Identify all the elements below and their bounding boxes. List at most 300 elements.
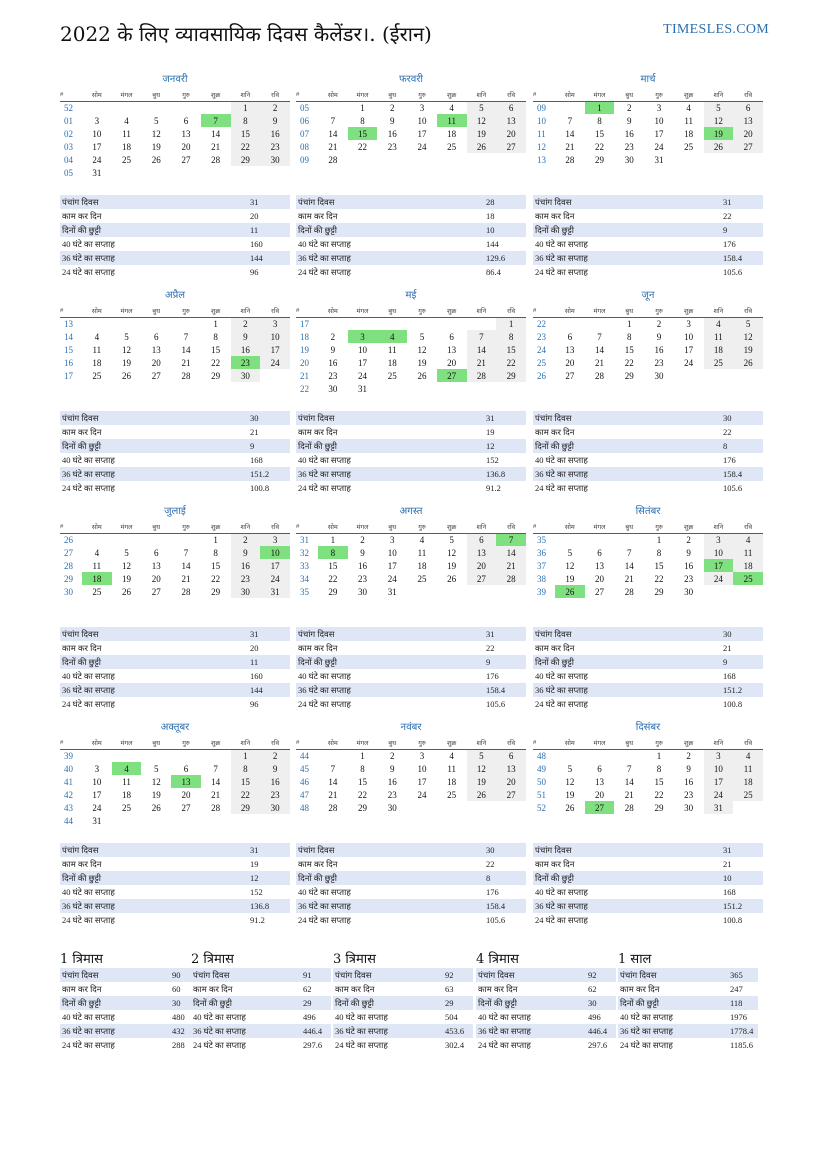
- day-cell: 11: [387, 344, 397, 355]
- day-cell: 2: [390, 102, 395, 113]
- day-cell: 10: [260, 330, 290, 343]
- day-cell: 21: [565, 141, 575, 152]
- stat-label: दिनों की छुट्टी: [335, 998, 374, 1008]
- day-cell: [171, 317, 201, 330]
- stat-row: [533, 871, 763, 885]
- month-table: [533, 520, 763, 598]
- day-cell: 11: [684, 115, 693, 126]
- day-cell: 7: [183, 547, 189, 558]
- week-row: [60, 801, 290, 814]
- stat-label: 24 घंटे का सप्ताह: [298, 483, 351, 493]
- stat-value: 9: [250, 441, 255, 451]
- day-cell: 13: [595, 776, 605, 787]
- day-cell: 29: [654, 802, 664, 813]
- day-cell: 10: [654, 115, 664, 126]
- weekday-label: मंगल: [348, 736, 378, 749]
- stat-row: [60, 251, 290, 265]
- day-cell: 20: [595, 789, 605, 800]
- stat-value: 160: [250, 671, 263, 681]
- day-cell: 3: [419, 750, 425, 761]
- week-row: [533, 153, 763, 166]
- weekday-header: [60, 304, 290, 317]
- weekday-label: गुरु: [644, 736, 674, 749]
- week-number: 26: [537, 370, 546, 381]
- stat-row: [60, 871, 290, 885]
- week-number: 30: [64, 586, 73, 597]
- stat-label: काम कर दिन: [298, 643, 338, 653]
- week-row: [60, 127, 290, 140]
- day-cell: 29: [496, 369, 526, 382]
- day-cell: 21: [211, 789, 221, 800]
- stat-label: काम कर दिन: [535, 211, 575, 221]
- month-name: मई: [405, 290, 417, 301]
- holiday-day: 27: [437, 369, 467, 382]
- stat-label: 24 घंटे का सप्ताह: [535, 483, 588, 493]
- day-cell: 5: [567, 763, 573, 774]
- stat-row: [191, 982, 331, 996]
- day-cell: 31: [358, 383, 368, 394]
- day-cell: [437, 801, 467, 814]
- weekday-label: #: [296, 304, 318, 317]
- day-cell: [82, 317, 112, 330]
- day-cell: 10: [358, 344, 368, 355]
- stat-row: [533, 885, 763, 899]
- day-cell: 24: [92, 802, 102, 813]
- day-cell: [496, 585, 526, 598]
- stat-row: [476, 1038, 616, 1052]
- month-stats: [60, 195, 290, 279]
- month-table: [533, 736, 763, 814]
- day-cell: 14: [181, 560, 191, 571]
- week-number: 14: [64, 331, 73, 342]
- month-block: [60, 72, 290, 179]
- day-cell: 26: [467, 788, 497, 801]
- stat-value: 12: [250, 873, 259, 883]
- stat-row: [60, 669, 290, 683]
- day-cell: 30: [328, 383, 338, 394]
- month-table: [60, 304, 290, 382]
- stat-row: [533, 913, 763, 927]
- stat-value: 91: [303, 970, 312, 980]
- stat-row: [333, 1038, 473, 1052]
- day-cell: 2: [360, 534, 365, 545]
- day-cell: 18: [733, 559, 763, 572]
- stat-label: 24 घंटे का सप्ताह: [62, 915, 115, 925]
- stat-row: [60, 982, 200, 996]
- week-row: [296, 317, 526, 330]
- week-row: [296, 153, 526, 166]
- week-row: [296, 382, 526, 395]
- stat-value: 176: [723, 455, 736, 465]
- day-cell: 9: [231, 546, 261, 559]
- week-number: 03: [64, 141, 73, 152]
- day-cell: [141, 317, 171, 330]
- day-cell: 10: [417, 763, 427, 774]
- day-cell: 2: [231, 533, 261, 546]
- day-cell: 4: [686, 102, 691, 113]
- stat-row: [533, 411, 763, 425]
- day-cell: 15: [231, 775, 261, 788]
- stat-value: 62: [588, 984, 597, 994]
- weekday-header: [296, 520, 526, 533]
- day-cell: 20: [565, 357, 575, 368]
- day-cell: 22: [654, 573, 664, 584]
- day-cell: 10: [387, 547, 397, 558]
- day-cell: 23: [231, 572, 261, 585]
- day-cell: 11: [447, 763, 456, 774]
- weekday-label: सोम: [318, 304, 348, 317]
- weekday-label: रवि: [496, 88, 526, 101]
- day-cell: [112, 533, 142, 546]
- stat-value: 158.4: [486, 901, 506, 911]
- day-cell: 22: [231, 788, 261, 801]
- day-cell: 25: [447, 789, 457, 800]
- stat-label: 36 घंटे का सप्ताह: [298, 253, 351, 263]
- stat-row: [533, 669, 763, 683]
- day-cell: 9: [686, 763, 691, 774]
- stat-row: [296, 899, 526, 913]
- week-row: [296, 749, 526, 762]
- day-cell: 19: [151, 141, 161, 152]
- stat-row: [533, 425, 763, 439]
- weekday-label: #: [60, 88, 82, 101]
- stat-label: पंचांग दिवस: [62, 197, 99, 207]
- month-stats: [60, 411, 290, 495]
- stat-value: 86.4: [486, 267, 501, 277]
- day-cell: 5: [449, 534, 454, 545]
- day-cell: 10: [92, 128, 102, 139]
- month-name: अक्तूबर: [160, 722, 190, 733]
- day-cell: 30: [684, 586, 694, 597]
- stat-row: [296, 265, 526, 279]
- stat-row: [60, 968, 200, 982]
- stat-value: 92: [588, 970, 597, 980]
- stat-row: [618, 1010, 758, 1024]
- stat-value: 144: [250, 253, 263, 263]
- weekday-label: सोम: [82, 304, 112, 317]
- week-row: [533, 775, 763, 788]
- month-block: [533, 72, 763, 166]
- stat-value: 31: [486, 629, 495, 639]
- day-cell: 18: [447, 776, 457, 787]
- stat-label: 36 घंटे का सप्ताह: [62, 901, 115, 911]
- stat-row: [533, 655, 763, 669]
- month-stats: [533, 411, 763, 495]
- day-cell: 4: [733, 749, 763, 762]
- stat-row: [296, 209, 526, 223]
- stat-value: 18: [486, 211, 495, 221]
- stat-row: [533, 627, 763, 641]
- stat-label: 24 घंटे का सप्ताह: [298, 699, 351, 709]
- day-cell: 2: [330, 331, 336, 342]
- stat-value: 91.2: [250, 915, 265, 925]
- month-name: जून: [641, 290, 655, 301]
- day-cell: 10: [684, 331, 694, 342]
- weekday-label: बुध: [377, 88, 407, 101]
- stat-row: [296, 669, 526, 683]
- day-cell: [141, 814, 171, 827]
- week-row: [60, 762, 290, 775]
- day-cell: 8: [360, 763, 365, 774]
- stat-label: दिनों की छुट्टी: [62, 441, 101, 451]
- stat-label: पंचांग दिवस: [193, 970, 230, 980]
- day-cell: 18: [92, 357, 102, 368]
- weekday-label: बुध: [377, 304, 407, 317]
- stat-value: 297.6: [303, 1040, 323, 1050]
- month-block: [296, 504, 526, 598]
- stat-row: [296, 913, 526, 927]
- day-cell: 17: [92, 789, 102, 800]
- week-row: [60, 533, 290, 546]
- stat-row: [60, 1038, 200, 1052]
- day-cell: 24: [260, 356, 290, 369]
- day-cell: 22: [231, 140, 261, 153]
- stat-value: 92: [445, 970, 454, 980]
- stat-label: 36 घंटे का सप्ताह: [478, 1026, 531, 1036]
- day-cell: 3: [260, 533, 290, 546]
- day-cell: [437, 382, 467, 395]
- day-cell: 24: [654, 141, 664, 152]
- month-table: [60, 736, 290, 827]
- day-cell: 3: [686, 318, 691, 329]
- day-cell: 31: [260, 585, 290, 598]
- stat-value: 21: [723, 643, 732, 653]
- weekday-label: सोम: [82, 88, 112, 101]
- day-cell: [496, 801, 526, 814]
- stat-label: काम कर दिन: [62, 859, 102, 869]
- day-cell: [467, 585, 497, 598]
- weekday-label: #: [60, 520, 82, 533]
- stat-label: पंचांग दिवस: [478, 970, 515, 980]
- month-block: [60, 288, 290, 382]
- weekday-label: बुध: [141, 88, 171, 101]
- month-block: [533, 720, 763, 814]
- stat-value: 31: [250, 197, 259, 207]
- day-cell: 8: [360, 115, 365, 126]
- week-number: 21: [300, 370, 309, 381]
- stat-row: [296, 843, 526, 857]
- stat-value: 20: [250, 211, 259, 221]
- stat-value: 19: [486, 427, 495, 437]
- day-cell: 14: [496, 546, 526, 559]
- week-row: [60, 101, 290, 114]
- stat-row: [618, 1038, 758, 1052]
- day-cell: 5: [567, 547, 573, 558]
- quarter-title: 4 त्रिमास: [476, 952, 519, 967]
- stat-row: [618, 996, 758, 1010]
- stat-value: 105.6: [486, 699, 506, 709]
- stat-label: दिनों की छुट्टी: [535, 657, 574, 667]
- day-cell: 1: [231, 101, 261, 114]
- day-cell: 22: [358, 789, 368, 800]
- stat-row: [296, 857, 526, 871]
- day-cell: 23: [387, 789, 397, 800]
- stat-row: [296, 627, 526, 641]
- day-cell: 16: [231, 559, 261, 572]
- month-table: [60, 88, 290, 179]
- day-cell: 11: [733, 546, 763, 559]
- stat-row: [618, 968, 758, 982]
- stat-row: [476, 1024, 616, 1038]
- stat-value: 247: [730, 984, 743, 994]
- week-number: 35: [300, 586, 309, 597]
- day-cell: [555, 533, 585, 546]
- day-cell: 23: [684, 789, 694, 800]
- stat-value: 152: [250, 887, 263, 897]
- weekday-label: शुक्र: [201, 88, 231, 101]
- stat-label: 36 घंटे का सप्ताह: [535, 685, 588, 695]
- stat-label: 40 घंटे का सप्ताह: [535, 239, 588, 249]
- day-cell: 17: [417, 776, 427, 787]
- day-cell: 24: [358, 370, 368, 381]
- stat-row: [296, 439, 526, 453]
- day-cell: 6: [183, 763, 189, 774]
- quarter-stats: [476, 968, 616, 1052]
- stat-label: काम कर दिन: [62, 984, 102, 994]
- day-cell: 27: [181, 802, 191, 813]
- holiday-day: 23: [231, 356, 261, 369]
- day-cell: 26: [122, 586, 132, 597]
- day-cell: 13: [151, 344, 161, 355]
- week-row: [296, 585, 526, 598]
- week-row: [533, 317, 763, 330]
- stat-row: [191, 968, 331, 982]
- stat-value: 60: [172, 984, 181, 994]
- day-cell: 24: [704, 572, 734, 585]
- stat-label: दिनों की छुट्टी: [62, 225, 101, 235]
- day-cell: 28: [496, 572, 526, 585]
- quarter-stats: [191, 968, 331, 1052]
- stat-label: 24 घंटे का सप्ताह: [298, 267, 351, 277]
- month-block: [60, 504, 290, 598]
- day-cell: 2: [260, 101, 290, 114]
- weekday-label: रवि: [260, 88, 290, 101]
- day-cell: 12: [447, 547, 457, 558]
- stat-row: [60, 1024, 200, 1038]
- day-cell: 15: [624, 344, 634, 355]
- weekday-label: बुध: [614, 304, 644, 317]
- week-number: 05: [300, 102, 309, 113]
- holiday-day: 17: [704, 559, 734, 572]
- day-cell: 30: [358, 586, 368, 597]
- stat-row: [60, 996, 200, 1010]
- week-row: [533, 356, 763, 369]
- stat-label: 24 घंटे का सप्ताह: [298, 915, 351, 925]
- stat-label: काम कर दिन: [478, 984, 518, 994]
- day-cell: 13: [181, 128, 191, 139]
- day-cell: [704, 585, 734, 598]
- week-row: [60, 572, 290, 585]
- day-cell: [407, 801, 437, 814]
- day-cell: [377, 317, 407, 330]
- weekday-label: गुरु: [407, 736, 437, 749]
- weekday-label: मंगल: [112, 520, 142, 533]
- week-number: 17: [64, 370, 73, 381]
- stat-row: [60, 481, 290, 495]
- weekday-label: सोम: [555, 304, 585, 317]
- stat-label: 24 घंटे का सप्ताह: [478, 1040, 531, 1050]
- day-cell: 26: [417, 370, 427, 381]
- stat-row: [296, 453, 526, 467]
- week-row: [60, 153, 290, 166]
- day-cell: 13: [496, 762, 526, 775]
- stat-label: काम कर दिन: [298, 427, 338, 437]
- day-cell: 29: [624, 370, 634, 381]
- stat-row: [333, 968, 473, 982]
- stat-value: 144: [250, 685, 263, 695]
- month-stats: [533, 843, 763, 927]
- week-row: [296, 788, 526, 801]
- day-cell: 30: [260, 801, 290, 814]
- week-number: 07: [300, 128, 309, 139]
- day-cell: 7: [567, 115, 573, 126]
- day-cell: 28: [624, 802, 634, 813]
- stat-value: 12: [486, 441, 495, 451]
- site-link[interactable]: TIMESLES.COM: [663, 22, 769, 37]
- stat-value: 446.4: [588, 1026, 608, 1036]
- stat-label: काम कर दिन: [535, 859, 575, 869]
- stat-row: [60, 899, 290, 913]
- stat-row: [333, 982, 473, 996]
- day-cell: [112, 166, 142, 179]
- weekday-label: मंगल: [112, 88, 142, 101]
- stat-label: 40 घंटे का सप्ताह: [62, 239, 115, 249]
- day-cell: 20: [151, 573, 161, 584]
- weekday-label: #: [60, 304, 82, 317]
- weekday-label: सोम: [318, 88, 348, 101]
- stat-row: [60, 913, 290, 927]
- weekday-header: [296, 88, 526, 101]
- day-cell: [733, 801, 763, 814]
- weekday-label: बुध: [141, 304, 171, 317]
- stat-row: [533, 223, 763, 237]
- stat-value: 151.2: [723, 901, 743, 911]
- stat-value: 91.2: [486, 483, 501, 493]
- day-cell: 11: [122, 128, 131, 139]
- stat-label: काम कर दिन: [535, 643, 575, 653]
- stat-value: 30: [172, 998, 181, 1008]
- day-cell: 28: [624, 586, 634, 597]
- stat-row: [60, 697, 290, 711]
- stat-label: 36 घंटे का सप्ताह: [535, 901, 588, 911]
- weekday-label: शुक्र: [674, 304, 704, 317]
- stat-label: काम कर दिन: [535, 427, 575, 437]
- day-cell: 3: [390, 534, 395, 545]
- day-cell: 31: [92, 815, 102, 826]
- day-cell: 4: [733, 533, 763, 546]
- week-number: 44: [300, 750, 309, 761]
- month-stats: [296, 195, 526, 279]
- stat-label: पंचांग दिवस: [298, 845, 335, 855]
- day-cell: 9: [231, 330, 261, 343]
- stat-row: [191, 1010, 331, 1024]
- week-row: [533, 801, 763, 814]
- week-number: 05: [64, 167, 73, 178]
- stat-label: पंचांग दिवस: [298, 197, 335, 207]
- day-cell: 24: [92, 154, 102, 165]
- weekday-label: गुरु: [407, 88, 437, 101]
- day-cell: 11: [417, 547, 427, 558]
- day-cell: 17: [654, 128, 664, 139]
- month-stats: [296, 627, 526, 711]
- day-cell: [555, 101, 585, 114]
- day-cell: 3: [419, 102, 425, 113]
- stat-label: पंचांग दिवस: [620, 970, 657, 980]
- stat-row: [60, 265, 290, 279]
- weekday-label: शनि: [231, 520, 261, 533]
- day-cell: 15: [358, 776, 368, 787]
- holiday-day: 15: [348, 127, 378, 140]
